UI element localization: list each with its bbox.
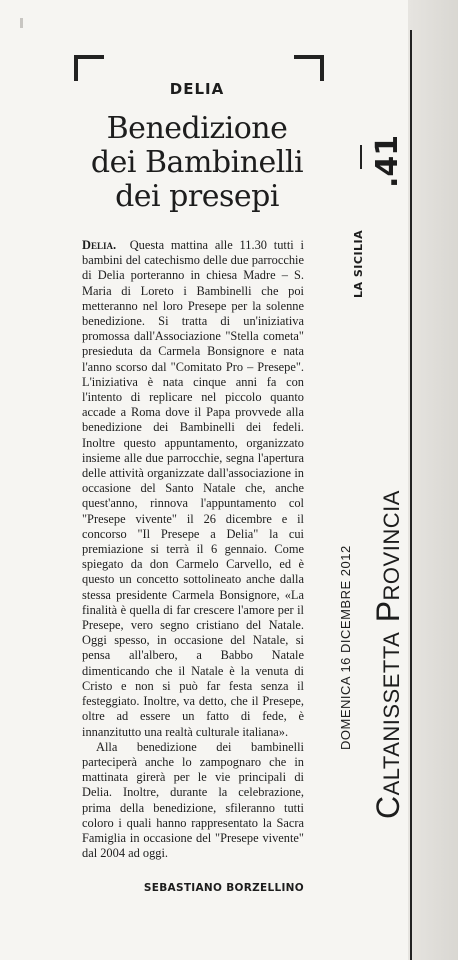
column-rule [410, 30, 412, 960]
title-line: dei Bambinelli [90, 145, 304, 180]
title-line: Benedizione [106, 111, 288, 146]
corner-bracket-left [74, 55, 104, 81]
byline: SEBASTIANO BORZELLINO [143, 882, 304, 894]
staple-mark [20, 18, 23, 28]
article-title [70, 112, 324, 214]
masthead-divider [360, 145, 362, 169]
article-paragraph: Alla benedizione dei bambinelli parteciperà anche lo zampognaro che in mattinata girerà per le vie principali di Delia. Inoltre, durante la celebrazione, prima della benedizione, sfileranno tutti coloro i quali hanno rappresentato la Sacra Famiglia in occasione del "Presepe vivente" dal 2004 ad oggi. [82, 739, 304, 861]
article-kicker: DELIA [169, 80, 225, 98]
article-body [82, 238, 304, 861]
issue-date: DOMENICA 16 DICEMBRE 2012 [338, 545, 353, 750]
article-paragraph [82, 238, 304, 740]
page-number: .41 [370, 134, 405, 188]
newspaper-name: LA SICILIA [352, 229, 365, 298]
title-line: dei presepi [115, 179, 279, 214]
dateline-city: Delia. [82, 238, 117, 252]
section-title: Caltanissetta Provincia [370, 490, 406, 819]
page-fold-shadow [408, 0, 458, 960]
corner-bracket-right [294, 55, 324, 81]
paragraph-text: Questa mattina alle 11.30 tutti i bambini del catechismo delle due parrocchie di Delia porteranno in chiesa Madre – S. Maria di Loreto i Bambinelli che poi metteranno nel loro Presepe per la solenne benedizione. Si tratta di un'iniziativa promossa dall'Associazione "Stella cometa" presieduta da Carmela Bonsignore e nata l'anno scorso dal "Comitato Pro – Presepe". L'iniziativa è nata cinque anni fa con l'intento di replicare nel piccolo quanto accade a Roma dove il Papa provvede alla benedizione dei Bambinelli dei fedeli. Inoltre questo appuntamento, organizzato insieme alle due parrocchie, segna l'apertura delle attività organizzate dall'associazione in occasione del Santo Natale che, anche quest'anno, rinnova l'appuntamento col "Presepe vivente" il 26 dicembre e il concorso "Il Presepe a Delia" la cui premiazione si terrà il 6 gennaio. Come spiegato da don Carmelo Carvello, ed è questo un concetto sottolineato anche dalla stessa presidente Carmela Bonsignore, «La finalità è quella di far crescere l'amore per il Presepe, vero segno cristiano del Natale. Oggi spesso, in occasione del Natale, si pensa all'albero, a Babbo Natale dimenticando che il Natale è la venuta di Cristo e non si può far festa senza il festeggiato. Inoltre, va detto, che il Presepe, oltre ad essere un fatto di fede, è innanzitutto una realtà culturale italiana». [82, 238, 304, 739]
